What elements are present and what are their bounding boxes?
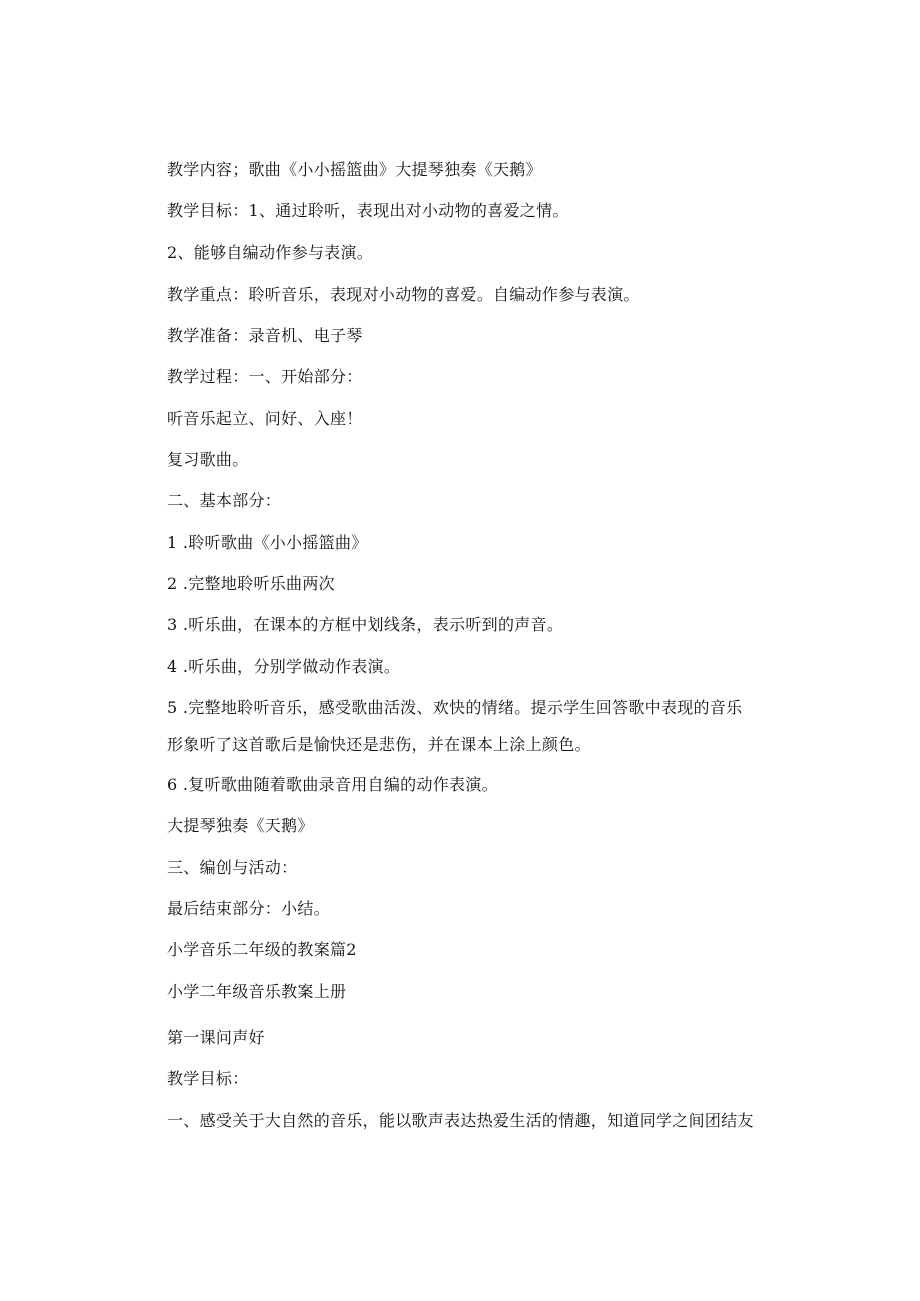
text-line-step-3: 3 .听乐曲，在课本的方框中划线条，表示听到的声音。 <box>167 615 564 634</box>
text-line-key-points: 教学重点：聆听音乐，表现对小动物的喜爱。自编动作参与表演。 <box>167 285 640 304</box>
text-line-review: 复习歌曲。 <box>167 450 249 469</box>
text-line-content: 教学内容；歌曲《小小摇篮曲》大提琴独奏《天鹅》 <box>167 160 542 179</box>
text-line-lesson-1: 第一课问声好 <box>167 1028 265 1047</box>
text-line-process: 教学过程：一、开始部分： <box>167 367 363 386</box>
text-line-step-6: 6 .复听歌曲随着歌曲录音用自编的动作表演。 <box>167 775 498 794</box>
text-line-ending: 最后结束部分：小结。 <box>167 899 331 918</box>
text-line-greeting: 听音乐起立、问好、入座！ <box>167 409 363 428</box>
text-line-step-5: 5 .完整地聆听音乐，感受歌曲活泼、欢快的情绪。提示学生回答歌中表现的音乐 <box>167 698 743 717</box>
text-line-step-2: 2 .完整地聆听乐曲两次 <box>167 574 335 593</box>
text-line-step-4: 4 .听乐曲，分别学做动作表演。 <box>167 657 401 676</box>
text-line-goal: 教学目标：1、通过聆听，表现出对小动物的喜爱之情。 <box>167 201 569 220</box>
text-line-goal-item-1: 一、感受关于大自然的音乐，能以歌声表达热爱生活的情趣，知道同学之间团结友 <box>167 1111 754 1130</box>
text-line-creation: 三、编创与活动： <box>167 858 298 877</box>
text-line-preparation: 教学准备：录音机、电子琴 <box>167 326 363 345</box>
text-line-goal-2: 2、能够自编动作参与表演。 <box>167 243 374 262</box>
text-line-step-5-cont: 形象听了这首歌后是愉快还是悲伤，并在课本上涂上颜色。 <box>167 735 591 754</box>
text-line-step-1: 1 .聆听歌曲《小小摇篮曲》 <box>167 533 368 552</box>
text-line-plan-title: 小学二年级音乐教案上册 <box>167 982 347 1001</box>
text-line-cello-solo: 大提琴独奏《天鹅》 <box>167 816 314 835</box>
section-heading-plan-2: 小学音乐二年级的教案篇2 <box>167 940 357 959</box>
text-line-goals-label: 教学目标： <box>167 1069 249 1088</box>
text-line-basic-part: 二、基本部分： <box>167 491 282 510</box>
